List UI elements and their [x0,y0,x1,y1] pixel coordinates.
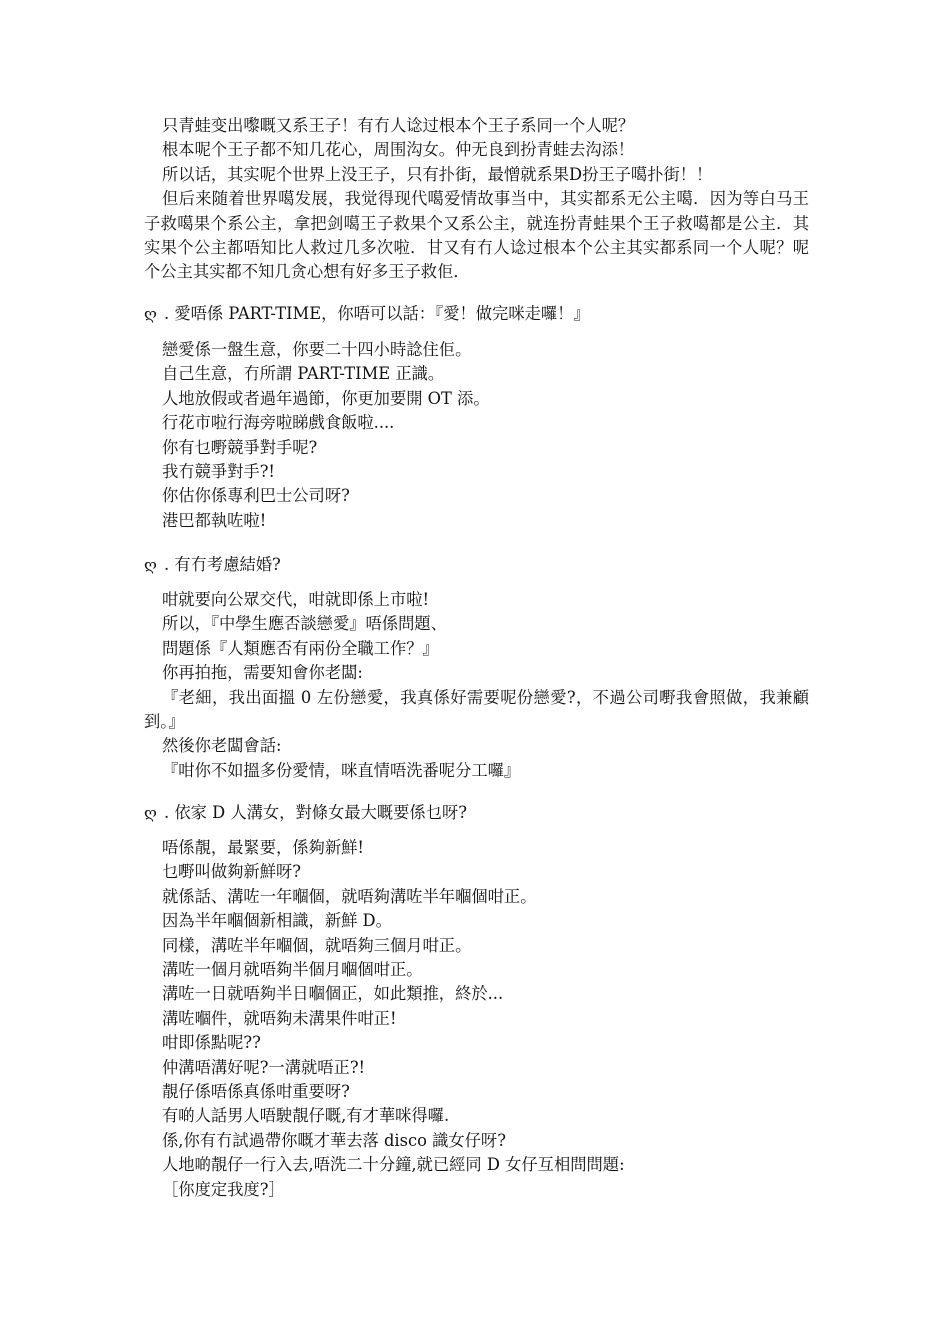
body-line: 人地啲靚仔一行入去,唔洗二十分鐘,就已經同 D 女仔互相問問題: [162,1155,625,1175]
section-dating-body [144,836,809,1202]
body-line: 行花市啦行海旁啦睇戲食飯啦.... [162,413,395,433]
section-heading [144,801,809,825]
body-line: 因為半年嗰個新相識，新鮮 D。 [162,911,392,931]
body-line: 戀愛係一盤生意，你要二十四小時諗住佢。 [162,340,472,359]
heart-bullet-icon: ღ [144,804,157,822]
body-line: ［你度定我度?］ [162,1179,285,1199]
body-line: 溝咗嗰件，就唔夠未溝果件咁正! [162,1008,397,1028]
body-line: 你有乜嘢競爭對手呢? [162,437,318,457]
body-line: 溝咗一日就唔夠半日嗰個正，如此類推，終於... [162,984,504,1004]
body-line: 人地放假或者過年過節，你更加要開 OT 添。 [162,388,490,408]
body-line: 所以，『中學生應否談戀愛』唔係問題、 [162,614,447,634]
body-line: 問題係『人類應否有兩份全職工作？』 [162,638,439,658]
body-line: 乜嘢叫做夠新鮮呀? [162,862,301,882]
body-line: 然後你老闆會話: [162,736,282,756]
intro-line: 只青蛙变出嚟嘅又系王子！有冇人谂过根本个王子系同一个人呢？ [162,116,635,135]
section-marriage [144,553,809,577]
section-heading [144,553,809,577]
body-line: 溝咗一個月就唔夠半個月嗰個咁正。 [162,960,423,980]
body-line: 自己生意，冇所謂 PART-TIME 正識。 [162,364,445,384]
section-part-time-body [144,338,809,533]
heart-bullet-icon: ღ [144,556,157,574]
section-part-time [144,302,809,326]
body-line: 咁就要向公眾交代，咁就即係上市啦! [162,590,430,609]
body-line: 港巴都執咗啦! [162,510,267,530]
section-marriage-body [144,588,809,783]
intro-block [144,114,809,285]
intro-line: 根本呢个王子都不知几花心，周围沟女。仲无良到扮青蛙去沟添！ [162,140,635,160]
body-line: 我冇競爭對手?! [162,462,275,482]
body-line: 咁即係點呢?? [162,1033,261,1053]
intro-line: 所以话，其实呢个世界上没王子，只有扑街，最憎就系果D扮王子噶扑街！！ [162,164,713,184]
body-line: 你估你係專利巴士公司呀? [162,486,350,506]
body-line: 『咁你不如搵多份愛情，咪直情唔洗番呢分工囉』 [162,760,521,780]
section-heading-text: . 依家 D 人溝女，對條女最大嘅要係乜呀? [164,803,467,822]
heart-bullet-icon: ღ [144,305,157,323]
body-line: 唔係靚，最緊要，係夠新鮮! [162,838,364,857]
section-heading [144,302,809,326]
body-line: 就係話、溝咗一年嗰個，就唔夠溝咗半年嗰個咁正。 [162,886,537,906]
body-line: 同樣，溝咗半年嗰個，就唔夠三個月咁正。 [162,935,472,955]
body-line: 你再拍拖，需要知會你老闆: [162,663,363,683]
body-paragraph: 『老細，我出面搵 0 左份戀愛，我真係好需要呢份戀愛?，不過公司嘢我會照做，我兼顧到。』 [144,687,809,732]
body-line: 靚仔係唔係真係咁重要呀? [162,1082,350,1102]
body-line: 係,你有冇試過帶你嘅才華去落 disco 識女仔呀? [162,1130,506,1150]
body-line: 有啲人話男人唔駛靚仔嘅,有才華咪得囉. [162,1106,450,1126]
intro-paragraph: 但后来随着世界噶发展，我觉得现代噶爱情故事当中，其实都系无公主噶．因为等白马王子救噶果个系公主，拿把剑噶王子救果个又系公主，就连扮青蛙果个王子救噶都是公主．其实果个公主都唔知比人救过几多次啦．甘又有冇人谂过根本个公主其实都系同一个人呢？呢个公主其实都不知几贪心想有好多王子救佢． [144,189,809,282]
body-line: 仲溝唔溝好呢?一溝就唔正?! [162,1057,366,1077]
section-heading-text: . 愛唔係 PART-TIME，你唔可以話：『愛！做完咪走囉！』 [164,304,590,323]
section-heading-text: . 有冇考慮結婚? [164,555,281,574]
section-dating [144,801,809,825]
